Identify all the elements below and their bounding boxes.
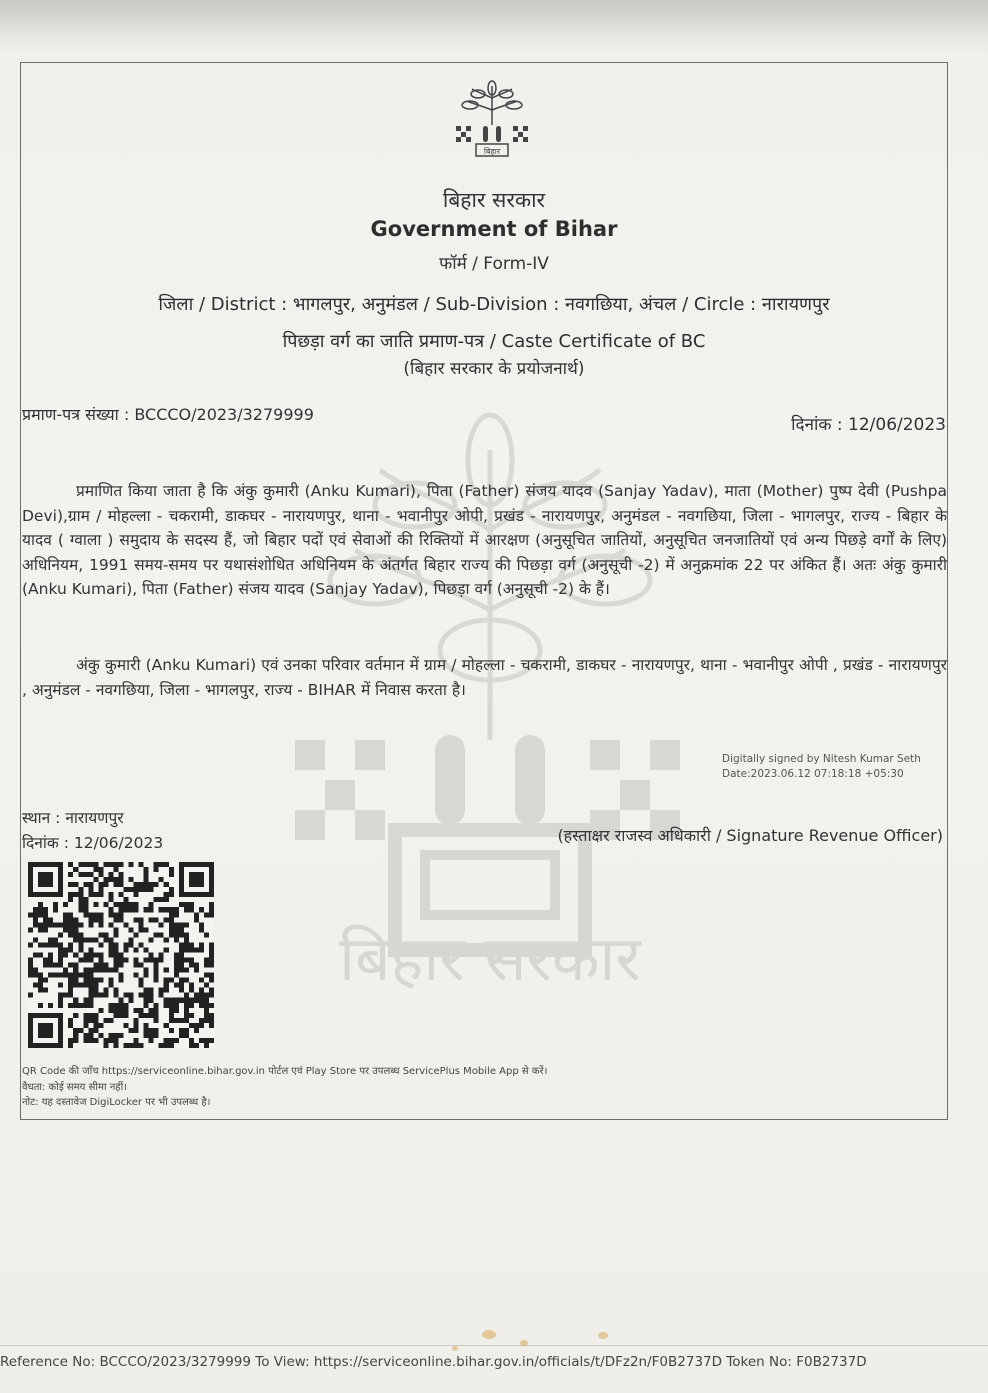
paper-stain — [598, 1332, 608, 1339]
signature-label: (हस्ताक्षर राजस्व अधिकारी / Signature Revenue Officer) — [557, 826, 943, 845]
certificate-number: प्रमाण-पत्र संख्या : BCCCO/2023/3279999 — [22, 405, 314, 424]
form-label: फॉर्म / Form-IV — [439, 254, 549, 274]
location-line: जिला / District : भागलपुर, अनुमंडल / Sub-Division : नवगछिया, अंचल / Circle : नारायणपुर — [158, 294, 830, 315]
govt-title-hindi: बिहार सरकार — [442, 188, 546, 212]
digital-signature-date: Date:2023.06.12 07:18:18 +05:30 — [722, 768, 904, 780]
issue-place: स्थान : नारायणपुर — [22, 809, 124, 827]
paper-stain — [452, 1346, 458, 1351]
paper-stain — [482, 1330, 496, 1339]
validity-note: वैधता: कोई समय सीमा नहीं। — [22, 1082, 127, 1093]
certificate-purpose: (बिहार सरकार के प्रयोजनार्थ) — [403, 359, 585, 379]
page-shadow — [0, 0, 988, 55]
issue-date: दिनांक : 12/06/2023 — [22, 834, 164, 852]
certificate-date: दिनांक : 12/06/2023 — [791, 415, 946, 435]
certification-paragraph: प्रमाणित किया जाता है कि अंकु कुमारी (Anku Kumari), पिता (Father) संजय यादव (Sanjay Yadav), माता (Mother) पुष्प देवी (Pushpa Devi),ग्राम / मोहल्ला - चकरामी, डाकघर - नारायणपुर, थाना - भवानीपुर ओपी, प्रखंड - नारायणपुर, अनुमंडल - नवगछिया, जिला - भागलपुर, राज्य - बिहार के यादव ( ग्वाला ) समुदाय के सदस्य हैं, जो बिहार पदों एवं सेवाओं की रिक्तियों में आरक्षण (अनुसूचित जातियों, अनुसूचित जनजातियों एवं अन्य पिछड़े वर्गों के लिए) अधिनियम, 1991 समय-समय पर यथासंशोधित अधिनियम के अंतर्गत बिहार राज्य की पिछड़ा वर्ग (अनुसूची -2) में अनुक्रमांक 22 पर अंकित हैं। अतः अंकु कुमारी (Anku Kumari), पिता (Father) संजय यादव (Sanjay Yadav), पिछड़ा वर्ग (अनुसूची -2) के हैं। — [22, 482, 947, 598]
residence-paragraph: अंकु कुमारी (Anku Kumari) एवं उनका परिवार वर्तमान में ग्राम / मोहल्ला - चकरामी, डाकघर - नारायणपुर, थाना - भवानीपुर ओपी , प्रखंड - नारायणपुर , अनुमंडल - नवगछिया, जिला - भागलपुर, राज्य - BIHAR में निवास करता है। — [22, 656, 947, 699]
bihar-emblem-logo — [452, 80, 532, 160]
certificate-title: पिछड़ा वर्ग का जाति प्रमाण-पत्र / Caste Certificate of BC — [282, 331, 706, 352]
paper-stain — [520, 1340, 528, 1346]
watermark-text: बिहार सरकार — [339, 922, 641, 990]
digilocker-note: नोट: यह दस्तावेज DigiLocker पर भी उपलब्ध है। — [22, 1097, 211, 1108]
digital-signature — [722, 752, 921, 782]
reference-line: Reference No: BCCCO/2023/3279999 To View: https://serviceonline.bihar.gov.in/officials/t/DFz2n/F0B2737D Token No: F0B2737D — [0, 1354, 867, 1370]
emblem-label: बिहार — [483, 147, 501, 156]
govt-title-english: Government of Bihar — [370, 217, 618, 241]
digital-signature-name: Digitally signed by Nitesh Kumar Seth — [722, 753, 921, 765]
qr-verification-note: QR Code की जाँच https://serviceonline.bihar.gov.in पोर्टल एवं Play Store पर उपलब्ध ServicePlus Mobile App से करें। — [22, 1066, 548, 1077]
page-divider — [0, 1345, 988, 1346]
qr-code[interactable] — [28, 862, 214, 1048]
